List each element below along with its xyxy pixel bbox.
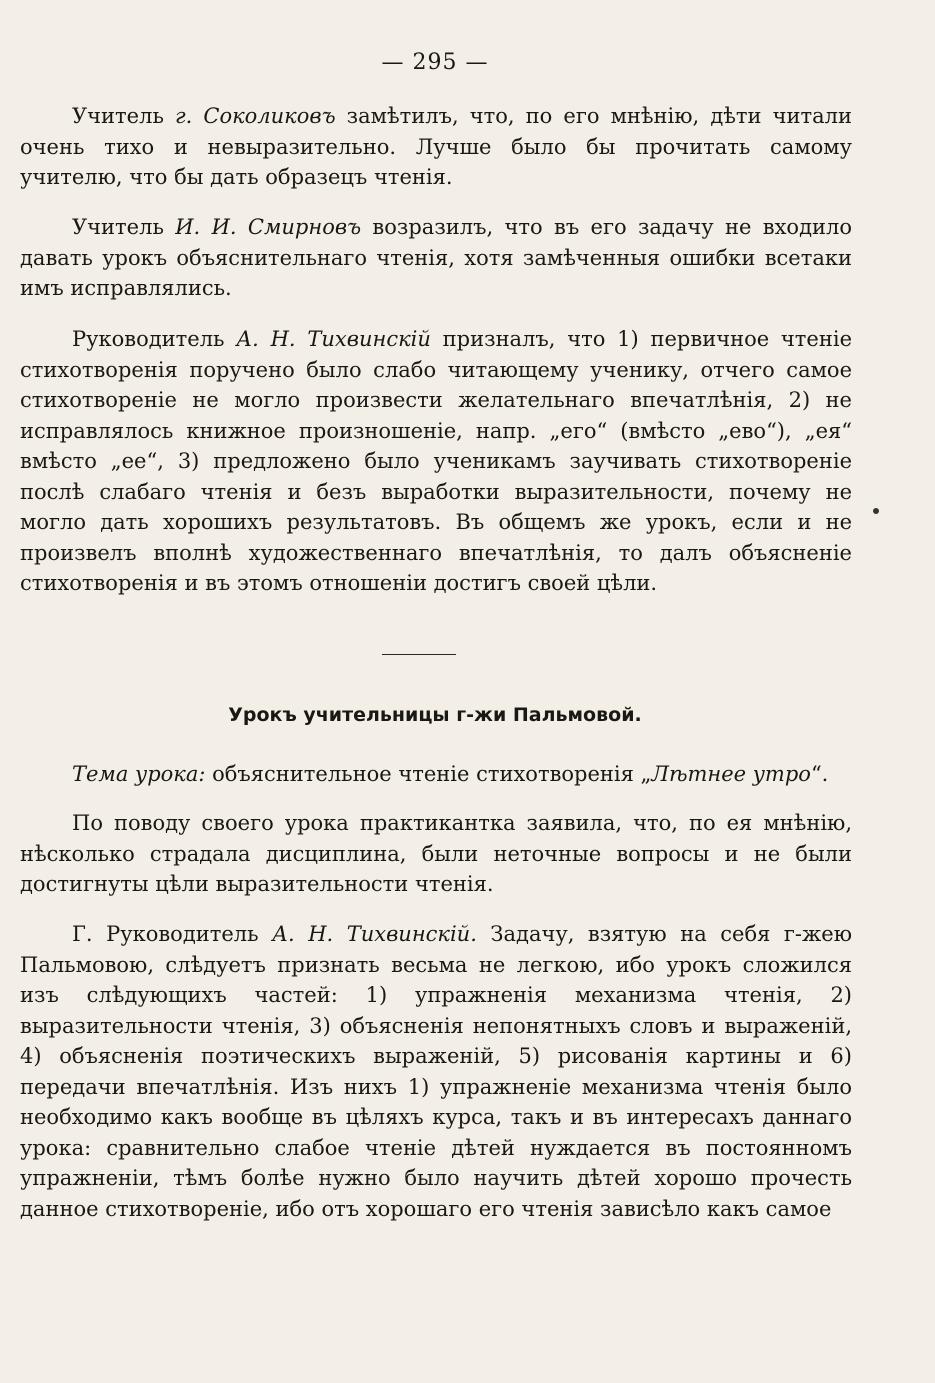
text-run: Задачу, взятую на себя г-жею Пальмовою, слѣдуетъ признать весьма не легкою, ибо урокъ сложился изъ слѣдующихъ частей: 1) упражненія механизма чтенія, 2) выразительности чтенія, 3) объясненія непонятныхъ словъ и выраженій, 4) объясненія поэтическихъ выраженій, 5) рисованія картины и 6) передачи впечатлѣнія. Изъ нихъ 1) упражненіе механизма чтенія было необходимо какъ вообще въ цѣляхъ курса, такъ и въ интересахъ даннаго урока: сравнительно слабое чтеніе дѣтей нуждается въ постоянномъ упражненіи, тѣмъ болѣе нужно было научить дѣтей хорошо прочесть данное стихотвореніе, ибо отъ хорошаго его чтенія зависѣло какъ самое — [20, 922, 852, 1221]
page-number: — 295 — — [381, 50, 489, 75]
poem-title: Лѣтнее утро — [651, 762, 811, 786]
text-run: Учитель — [72, 215, 176, 239]
text-run: объяснительное чтеніе стихотворенія „ — [205, 762, 652, 786]
paragraph-sokolikov — [20, 101, 852, 193]
person-name: А. Н. Тихвинскій — [236, 327, 431, 351]
paragraph-tikhvinsky-1 — [20, 324, 852, 599]
text-run: Руководитель — [72, 327, 237, 351]
paragraph-text — [20, 759, 852, 790]
topic-label: Тема урока: — [72, 762, 206, 786]
paragraph-lesson-topic — [20, 759, 852, 790]
text-run: По поводу своего урока практикантка заявила, что, по ея мнѣнію, нѣсколько страдала дисциплина, были неточные вопросы и не были достигнуты цѣли выразительности чтенія. — [20, 811, 852, 896]
paragraph-smirnov — [20, 212, 852, 304]
text-run: возразилъ, что въ его задачу не входило давать урокъ объяснительнаго чтенія, хотя замѣченныя ошибки всетаки имъ исправлялись. — [20, 215, 852, 300]
paragraph-practicant — [20, 808, 852, 900]
paragraph-text — [20, 808, 852, 900]
paragraph-text — [20, 212, 852, 304]
person-name: г. Соколиковъ — [174, 104, 336, 128]
text-run: Учитель — [72, 104, 175, 128]
paragraph-text — [20, 101, 852, 193]
section-divider — [382, 654, 456, 655]
text-run: призналъ, что 1) первичное чтеніе стихотворенія поручено было слабо читающему ученику, отчего самое стихотвореніе не могло произвести желательнаго впечатлѣнія, 2) не исправлялось книжное произношеніе, напр. „его“ (вмѣсто „ево“), „ея“ вмѣсто „ее“, 3) предложено было ученикамъ заучивать стихотвореніе послѣ слабаго чтенія и безъ выработки выразительности, почему не могло дать хорошихъ результатовъ. Въ общемъ же урокъ, если и не произвелъ вполнѣ художественнаго впечатлѣнія, то далъ объясненіе стихотворенія и въ этомъ отношеніи достигъ своей цѣли. — [20, 327, 852, 595]
text-run: замѣтилъ, что, по его мнѣнію, дѣти читали очень тихо и невыразительно. Лучше было бы прочитать самому учителю, что бы дать образецъ чтенія. — [20, 104, 852, 189]
person-name: А. Н. Тихвинскій. — [272, 922, 477, 946]
person-name: И. И. Смирновъ — [175, 215, 362, 239]
section-heading: Урокъ учительницы г-жи Пальмовой. — [228, 704, 642, 726]
ink-dot — [873, 508, 879, 514]
paragraph-text — [20, 919, 852, 1224]
text-run: “. — [810, 762, 829, 786]
paragraph-tikhvinsky-2 — [20, 919, 852, 1224]
paragraph-text — [20, 324, 852, 599]
text-run: Г. Руководитель — [72, 922, 273, 946]
